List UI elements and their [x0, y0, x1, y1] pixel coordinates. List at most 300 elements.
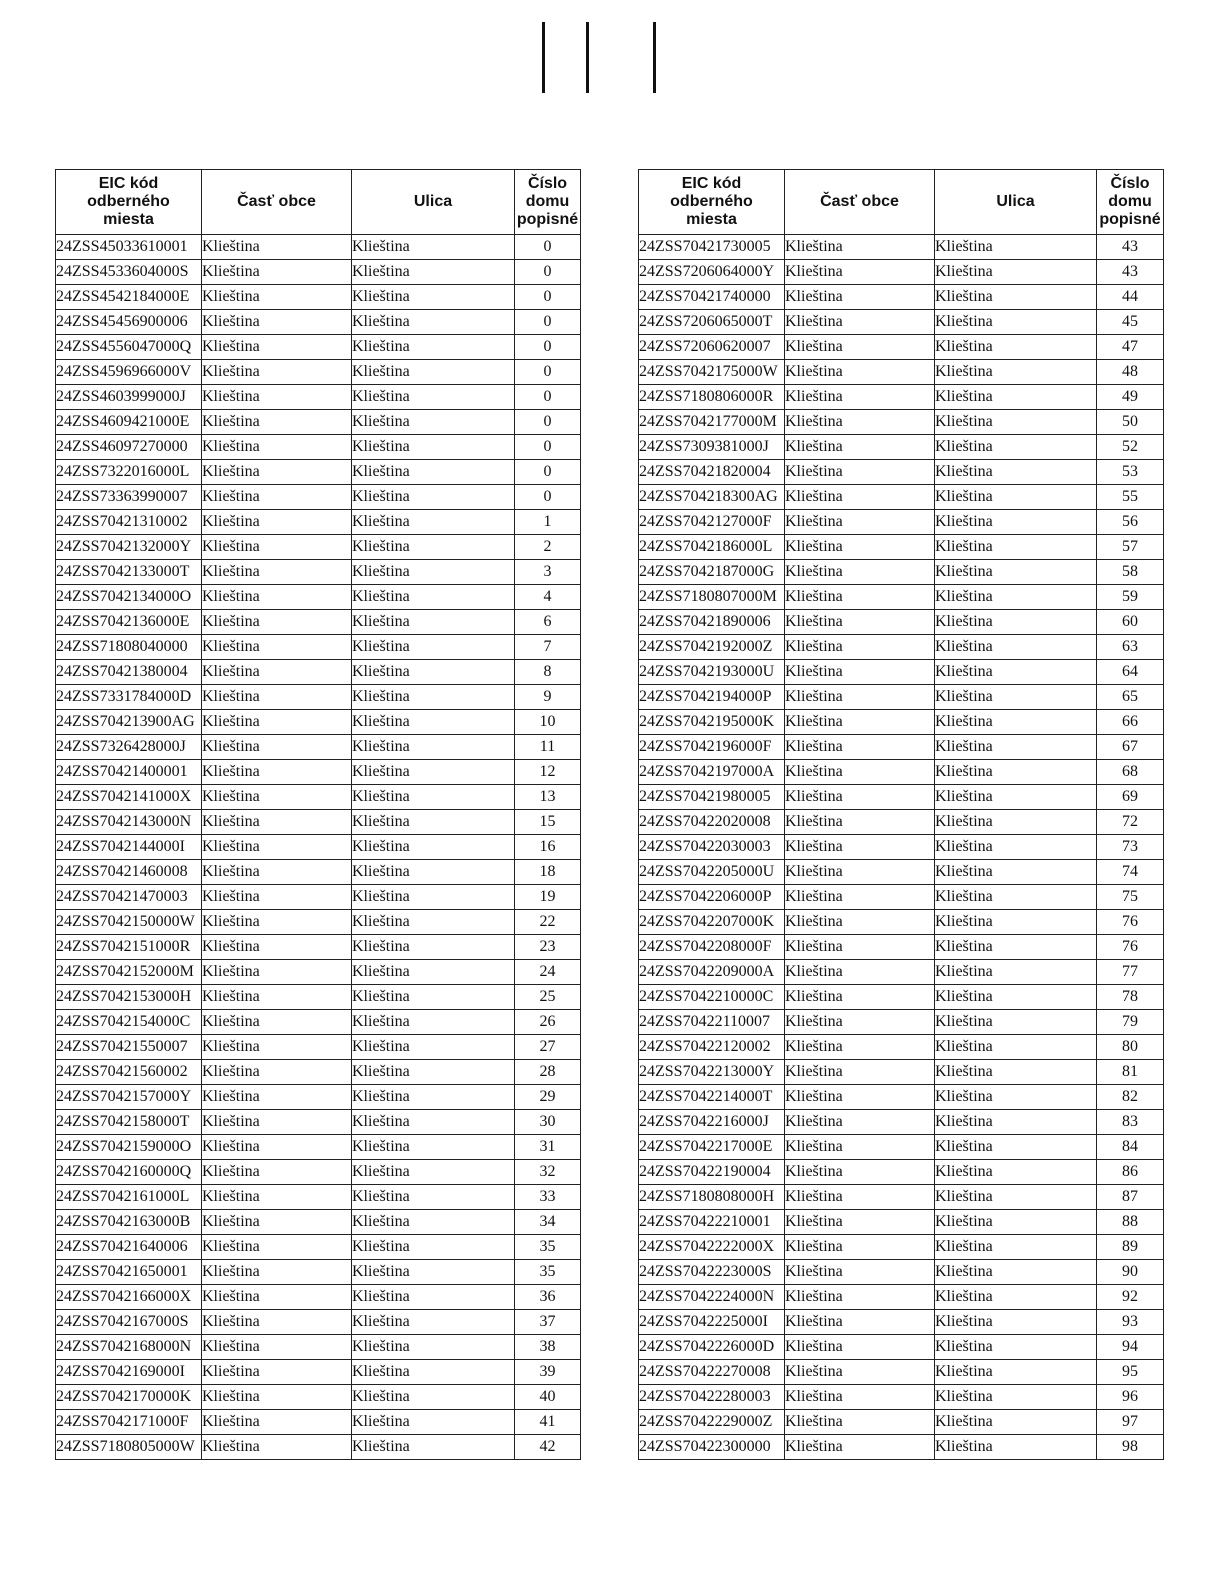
part-of-municipality-cell: Klieština — [785, 360, 935, 385]
part-of-municipality-cell: Klieština — [785, 1260, 935, 1285]
house-number-cell: 19 — [515, 885, 581, 910]
eic-code-cell: 24ZSS7042217000E — [639, 1135, 785, 1160]
eic-code-cell: 24ZSS7042229000Z — [639, 1410, 785, 1435]
part-of-municipality-cell: Klieština — [202, 535, 352, 560]
part-of-municipality-cell: Klieština — [785, 460, 935, 485]
house-number-cell: 45 — [1097, 310, 1164, 335]
table-row — [56, 1135, 581, 1160]
eic-code-cell: 24ZSS704213900AG — [56, 710, 202, 735]
eic-code-cell: 24ZSS704218300AG — [639, 485, 785, 510]
house-number-cell: 88 — [1097, 1210, 1164, 1235]
part-of-municipality-cell: Klieština — [202, 285, 352, 310]
house-number-cell: 67 — [1097, 735, 1164, 760]
part-of-municipality-cell: Klieština — [785, 885, 935, 910]
part-of-municipality-cell: Klieština — [785, 610, 935, 635]
eic-code-cell: 24ZSS7042216000J — [639, 1110, 785, 1135]
eic-code-cell: 24ZSS7206065000T — [639, 310, 785, 335]
eic-code-cell: 24ZSS7206064000Y — [639, 260, 785, 285]
eic-code-cell: 24ZSS7042158000T — [56, 1110, 202, 1135]
table-row — [56, 285, 581, 310]
table-row — [639, 1085, 1164, 1110]
eic-code-cell: 24ZSS4533604000S — [56, 260, 202, 285]
eic-code-cell: 24ZSS7042133000T — [56, 560, 202, 585]
house-number-cell: 63 — [1097, 635, 1164, 660]
eic-code-cell: 24ZSS70421650001 — [56, 1260, 202, 1285]
house-number-cell: 7 — [515, 635, 581, 660]
house-number-cell: 65 — [1097, 685, 1164, 710]
house-number-cell: 82 — [1097, 1085, 1164, 1110]
house-number-cell: 33 — [515, 1185, 581, 1210]
street-cell: Klieština — [352, 685, 515, 710]
part-of-municipality-cell: Klieština — [785, 1310, 935, 1335]
part-of-municipality-cell: Klieština — [202, 310, 352, 335]
table-row — [56, 585, 581, 610]
eic-code-cell: 24ZSS7042161000L — [56, 1185, 202, 1210]
table-row — [639, 1185, 1164, 1210]
table-row — [56, 260, 581, 285]
house-number-cell: 18 — [515, 860, 581, 885]
house-number-cell: 16 — [515, 835, 581, 860]
eic-code-cell: 24ZSS70422020008 — [639, 810, 785, 835]
house-number-cell: 96 — [1097, 1385, 1164, 1410]
part-of-municipality-cell: Klieština — [785, 735, 935, 760]
street-cell: Klieština — [935, 660, 1097, 685]
part-of-municipality-cell: Klieština — [202, 1010, 352, 1035]
part-of-municipality-cell: Klieština — [202, 910, 352, 935]
part-of-municipality-cell: Klieština — [785, 260, 935, 285]
part-of-municipality-cell: Klieština — [202, 1410, 352, 1435]
eic-code-cell: 24ZSS7042167000S — [56, 1310, 202, 1335]
part-of-municipality-cell: Klieština — [202, 960, 352, 985]
eic-code-cell: 24ZSS70421460008 — [56, 860, 202, 885]
table-row — [639, 710, 1164, 735]
eic-code-cell: 24ZSS4596966000V — [56, 360, 202, 385]
part-of-municipality-cell: Klieština — [202, 585, 352, 610]
street-cell: Klieština — [352, 585, 515, 610]
part-of-municipality-cell: Klieština — [202, 1160, 352, 1185]
table-row — [639, 335, 1164, 360]
table-row — [56, 610, 581, 635]
house-number-cell: 32 — [515, 1160, 581, 1185]
street-cell: Klieština — [935, 810, 1097, 835]
eic-code-cell: 24ZSS7042225000I — [639, 1310, 785, 1335]
eic-code-cell: 24ZSS70422210001 — [639, 1210, 785, 1235]
street-cell: Klieština — [352, 785, 515, 810]
part-of-municipality-cell: Klieština — [785, 1060, 935, 1085]
house-number-cell: 75 — [1097, 885, 1164, 910]
table-row — [639, 685, 1164, 710]
part-of-municipality-cell: Klieština — [202, 385, 352, 410]
part-of-municipality-cell: Klieština — [785, 1235, 935, 1260]
house-number-cell: 13 — [515, 785, 581, 810]
table-row — [639, 560, 1164, 585]
part-of-municipality-cell: Klieština — [202, 935, 352, 960]
street-cell: Klieština — [935, 1060, 1097, 1085]
table-row — [56, 685, 581, 710]
table-row — [639, 1285, 1164, 1310]
house-number-cell: 8 — [515, 660, 581, 685]
table-row — [56, 710, 581, 735]
street-cell: Klieština — [352, 1185, 515, 1210]
table-row — [639, 1385, 1164, 1410]
eic-table-left — [55, 169, 581, 1460]
eic-code-cell: 24ZSS7042205000U — [639, 860, 785, 885]
table-row — [639, 535, 1164, 560]
eic-code-cell: 24ZSS4542184000E — [56, 285, 202, 310]
eic-code-cell: 24ZSS70422030003 — [639, 835, 785, 860]
house-number-cell: 50 — [1097, 410, 1164, 435]
street-cell: Klieština — [352, 735, 515, 760]
street-cell: Klieština — [935, 1035, 1097, 1060]
table-row — [639, 1435, 1164, 1460]
eic-code-cell: 24ZSS7042209000A — [639, 960, 785, 985]
eic-code-cell: 24ZSS70421730005 — [639, 235, 785, 260]
eic-code-cell: 24ZSS70421310002 — [56, 510, 202, 535]
street-cell: Klieština — [352, 810, 515, 835]
house-number-cell: 60 — [1097, 610, 1164, 635]
table-row — [639, 260, 1164, 285]
street-cell: Klieština — [352, 1235, 515, 1260]
street-cell: Klieština — [935, 360, 1097, 385]
eic-code-cell: 24ZSS7042153000H — [56, 985, 202, 1010]
house-number-cell: 12 — [515, 760, 581, 785]
house-number-cell: 41 — [515, 1410, 581, 1435]
house-number-cell: 0 — [515, 235, 581, 260]
street-cell: Klieština — [352, 460, 515, 485]
eic-code-cell: 24ZSS7042186000L — [639, 535, 785, 560]
street-cell: Klieština — [935, 1335, 1097, 1360]
house-number-cell: 94 — [1097, 1335, 1164, 1360]
part-of-municipality-cell: Klieština — [202, 235, 352, 260]
table-row — [639, 1110, 1164, 1135]
eic-code-cell: 24ZSS70422270008 — [639, 1360, 785, 1385]
eic-code-cell: 24ZSS46097270000 — [56, 435, 202, 460]
eic-code-cell: 24ZSS7322016000L — [56, 460, 202, 485]
street-cell: Klieština — [352, 1435, 515, 1460]
eic-code-cell: 24ZSS7042151000R — [56, 935, 202, 960]
eic-code-cell: 24ZSS45033610001 — [56, 235, 202, 260]
table-row — [56, 335, 581, 360]
eic-code-cell: 24ZSS7331784000D — [56, 685, 202, 710]
street-cell: Klieština — [935, 1310, 1097, 1335]
street-cell: Klieština — [352, 1160, 515, 1185]
part-of-municipality-cell: Klieština — [202, 610, 352, 635]
street-cell: Klieština — [935, 1285, 1097, 1310]
part-of-municipality-cell: Klieština — [785, 1160, 935, 1185]
part-of-municipality-cell: Klieština — [785, 660, 935, 685]
house-number-cell: 28 — [515, 1060, 581, 1085]
house-number-cell: 57 — [1097, 535, 1164, 560]
street-cell: Klieština — [935, 710, 1097, 735]
eic-code-cell: 24ZSS70421740000 — [639, 285, 785, 310]
street-cell: Klieština — [935, 935, 1097, 960]
eic-code-cell: 24ZSS7042226000D — [639, 1335, 785, 1360]
part-of-municipality-cell: Klieština — [202, 685, 352, 710]
part-of-municipality-cell: Klieština — [202, 260, 352, 285]
street-cell: Klieština — [935, 785, 1097, 810]
table-row — [56, 535, 581, 560]
table-row — [56, 1360, 581, 1385]
street-cell: Klieština — [935, 1360, 1097, 1385]
eic-code-cell: 24ZSS7180808000H — [639, 1185, 785, 1210]
part-of-municipality-cell: Klieština — [202, 860, 352, 885]
part-of-municipality-cell: Klieština — [785, 410, 935, 435]
house-number-cell: 0 — [515, 385, 581, 410]
table-row — [639, 360, 1164, 385]
eic-code-cell: 24ZSS7309381000J — [639, 435, 785, 460]
header-house-number: Číslo domu popisné — [515, 170, 581, 235]
eic-code-cell: 24ZSS7042127000F — [639, 510, 785, 535]
eic-code-cell: 24ZSS70421400001 — [56, 760, 202, 785]
house-number-cell: 49 — [1097, 385, 1164, 410]
part-of-municipality-cell: Klieština — [785, 285, 935, 310]
eic-code-cell: 24ZSS70421820004 — [639, 460, 785, 485]
house-number-cell: 30 — [515, 1110, 581, 1135]
table-row — [639, 1410, 1164, 1435]
street-cell: Klieština — [352, 710, 515, 735]
part-of-municipality-cell: Klieština — [785, 685, 935, 710]
house-number-cell: 48 — [1097, 360, 1164, 385]
eic-code-cell: 24ZSS70421980005 — [639, 785, 785, 810]
street-cell: Klieština — [352, 860, 515, 885]
part-of-municipality-cell: Klieština — [202, 1060, 352, 1085]
eic-code-cell: 24ZSS7042196000F — [639, 735, 785, 760]
part-of-municipality-cell: Klieština — [202, 660, 352, 685]
table-row — [56, 910, 581, 935]
house-number-cell: 36 — [515, 1285, 581, 1310]
street-cell: Klieština — [352, 1135, 515, 1160]
table-row — [639, 1335, 1164, 1360]
eic-code-cell: 24ZSS7042144000I — [56, 835, 202, 860]
eic-code-cell: 24ZSS4556047000Q — [56, 335, 202, 360]
house-number-cell: 56 — [1097, 510, 1164, 535]
table-row — [639, 1060, 1164, 1085]
table-row — [56, 385, 581, 410]
house-number-cell: 29 — [515, 1085, 581, 1110]
table-row — [639, 410, 1164, 435]
part-of-municipality-cell: Klieština — [202, 635, 352, 660]
table-row — [56, 985, 581, 1010]
eic-code-cell: 24ZSS7042206000P — [639, 885, 785, 910]
part-of-municipality-cell: Klieština — [202, 1185, 352, 1210]
eic-code-cell: 24ZSS72060620007 — [639, 335, 785, 360]
table-row — [639, 310, 1164, 335]
house-number-cell: 52 — [1097, 435, 1164, 460]
eic-code-cell: 24ZSS7042224000N — [639, 1285, 785, 1310]
header-house-number: Číslo domu popisné — [1097, 170, 1164, 235]
house-number-cell: 95 — [1097, 1360, 1164, 1385]
house-number-cell: 90 — [1097, 1260, 1164, 1285]
part-of-municipality-cell: Klieština — [785, 1360, 935, 1385]
street-cell: Klieština — [352, 1310, 515, 1335]
eic-code-cell: 24ZSS70421380004 — [56, 660, 202, 685]
street-cell: Klieština — [935, 260, 1097, 285]
eic-code-cell: 24ZSS70422280003 — [639, 1385, 785, 1410]
eic-code-cell: 24ZSS70422120002 — [639, 1035, 785, 1060]
part-of-municipality-cell: Klieština — [785, 310, 935, 335]
street-cell: Klieština — [935, 860, 1097, 885]
street-cell: Klieština — [352, 435, 515, 460]
part-of-municipality-cell: Klieština — [202, 485, 352, 510]
house-number-cell: 87 — [1097, 1185, 1164, 1210]
street-cell: Klieština — [935, 635, 1097, 660]
table-row — [639, 1210, 1164, 1235]
part-of-municipality-cell: Klieština — [785, 1335, 935, 1360]
eic-code-cell: 24ZSS7042169000I — [56, 1360, 202, 1385]
house-number-cell: 3 — [515, 560, 581, 585]
street-cell: Klieština — [352, 285, 515, 310]
eic-code-cell: 24ZSS7180805000W — [56, 1435, 202, 1460]
eic-code-cell: 24ZSS7042154000C — [56, 1010, 202, 1035]
eic-code-cell: 24ZSS7180806000R — [639, 385, 785, 410]
table-row — [639, 785, 1164, 810]
table-row — [56, 635, 581, 660]
vertical-mark — [586, 22, 589, 93]
part-of-municipality-cell: Klieština — [202, 1210, 352, 1235]
part-of-municipality-cell: Klieština — [202, 1385, 352, 1410]
table-row — [639, 1360, 1164, 1385]
table-row — [639, 1135, 1164, 1160]
street-cell: Klieština — [935, 1185, 1097, 1210]
house-number-cell: 84 — [1097, 1135, 1164, 1160]
eic-code-cell: 24ZSS7326428000J — [56, 735, 202, 760]
eic-code-cell: 24ZSS7042150000W — [56, 910, 202, 935]
table-row — [56, 1185, 581, 1210]
eic-code-cell: 24ZSS70422110007 — [639, 1010, 785, 1035]
house-number-cell: 59 — [1097, 585, 1164, 610]
house-number-cell: 31 — [515, 1135, 581, 1160]
table-row — [639, 1010, 1164, 1035]
eic-code-cell: 24ZSS7042168000N — [56, 1335, 202, 1360]
eic-code-cell: 24ZSS4609421000E — [56, 410, 202, 435]
street-cell: Klieština — [352, 960, 515, 985]
house-number-cell: 4 — [515, 585, 581, 610]
street-cell: Klieština — [935, 885, 1097, 910]
street-cell: Klieština — [352, 335, 515, 360]
table-row — [639, 1160, 1164, 1185]
table-header-row — [56, 170, 581, 235]
table-row — [56, 510, 581, 535]
house-number-cell: 53 — [1097, 460, 1164, 485]
street-cell: Klieština — [935, 910, 1097, 935]
part-of-municipality-cell: Klieština — [202, 1335, 352, 1360]
house-number-cell: 43 — [1097, 235, 1164, 260]
street-cell: Klieština — [352, 485, 515, 510]
house-number-cell: 80 — [1097, 1035, 1164, 1060]
part-of-municipality-cell: Klieština — [785, 635, 935, 660]
eic-code-cell: 24ZSS7042197000A — [639, 760, 785, 785]
part-of-municipality-cell: Klieština — [202, 835, 352, 860]
eic-code-cell: 24ZSS7042141000X — [56, 785, 202, 810]
part-of-municipality-cell: Klieština — [785, 1210, 935, 1235]
table-row — [639, 1310, 1164, 1335]
street-cell: Klieština — [935, 1110, 1097, 1135]
eic-code-cell: 24ZSS7042157000Y — [56, 1085, 202, 1110]
table-row — [56, 860, 581, 885]
street-cell: Klieština — [935, 585, 1097, 610]
eic-code-cell: 24ZSS7042163000B — [56, 1210, 202, 1235]
part-of-municipality-cell: Klieština — [202, 435, 352, 460]
house-number-cell: 44 — [1097, 285, 1164, 310]
street-cell: Klieština — [935, 835, 1097, 860]
part-of-municipality-cell: Klieština — [202, 1085, 352, 1110]
house-number-cell: 24 — [515, 960, 581, 985]
part-of-municipality-cell: Klieština — [202, 785, 352, 810]
street-cell: Klieština — [352, 260, 515, 285]
table-row — [56, 935, 581, 960]
eic-code-cell: 24ZSS7042195000K — [639, 710, 785, 735]
part-of-municipality-cell: Klieština — [202, 760, 352, 785]
header-part-of-municipality: Časť obce — [785, 170, 935, 235]
street-cell: Klieština — [352, 1110, 515, 1135]
house-number-cell: 73 — [1097, 835, 1164, 860]
table-row — [56, 310, 581, 335]
eic-code-cell: 24ZSS7042192000Z — [639, 635, 785, 660]
part-of-municipality-cell: Klieština — [785, 785, 935, 810]
part-of-municipality-cell: Klieština — [785, 585, 935, 610]
table-header-row — [639, 170, 1164, 235]
table-row — [56, 1060, 581, 1085]
house-number-cell: 0 — [515, 310, 581, 335]
street-cell: Klieština — [935, 310, 1097, 335]
street-cell: Klieština — [352, 610, 515, 635]
eic-code-cell: 24ZSS7042193000U — [639, 660, 785, 685]
street-cell: Klieština — [935, 1235, 1097, 1260]
table-row — [56, 810, 581, 835]
house-number-cell: 93 — [1097, 1310, 1164, 1335]
house-number-cell: 0 — [515, 335, 581, 360]
eic-code-cell: 24ZSS7042223000S — [639, 1260, 785, 1285]
house-number-cell: 1 — [515, 510, 581, 535]
header-street: Ulica — [352, 170, 515, 235]
part-of-municipality-cell: Klieština — [202, 735, 352, 760]
street-cell: Klieština — [352, 635, 515, 660]
house-number-cell: 74 — [1097, 860, 1164, 885]
table-row — [56, 1110, 581, 1135]
table-row — [56, 1260, 581, 1285]
house-number-cell: 43 — [1097, 260, 1164, 285]
house-number-cell: 0 — [515, 485, 581, 510]
street-cell: Klieština — [352, 360, 515, 385]
table-row — [56, 1085, 581, 1110]
house-number-cell: 76 — [1097, 910, 1164, 935]
eic-code-cell: 24ZSS7042175000W — [639, 360, 785, 385]
part-of-municipality-cell: Klieština — [202, 510, 352, 535]
street-cell: Klieština — [352, 985, 515, 1010]
table-row — [639, 385, 1164, 410]
table-row — [639, 985, 1164, 1010]
house-number-cell: 37 — [515, 1310, 581, 1335]
table-row — [56, 460, 581, 485]
table-row — [639, 960, 1164, 985]
table-row — [56, 1010, 581, 1035]
house-number-cell: 92 — [1097, 1285, 1164, 1310]
part-of-municipality-cell: Klieština — [785, 385, 935, 410]
part-of-municipality-cell: Klieština — [202, 810, 352, 835]
street-cell: Klieština — [935, 235, 1097, 260]
part-of-municipality-cell: Klieština — [785, 1110, 935, 1135]
street-cell: Klieština — [935, 985, 1097, 1010]
table-row — [639, 485, 1164, 510]
street-cell: Klieština — [935, 960, 1097, 985]
table-row — [56, 1160, 581, 1185]
table-row — [56, 1235, 581, 1260]
part-of-municipality-cell: Klieština — [202, 360, 352, 385]
eic-code-cell: 24ZSS7042171000F — [56, 1410, 202, 1435]
street-cell: Klieština — [352, 885, 515, 910]
street-cell: Klieština — [352, 1060, 515, 1085]
eic-code-cell: 24ZSS7042213000Y — [639, 1060, 785, 1085]
